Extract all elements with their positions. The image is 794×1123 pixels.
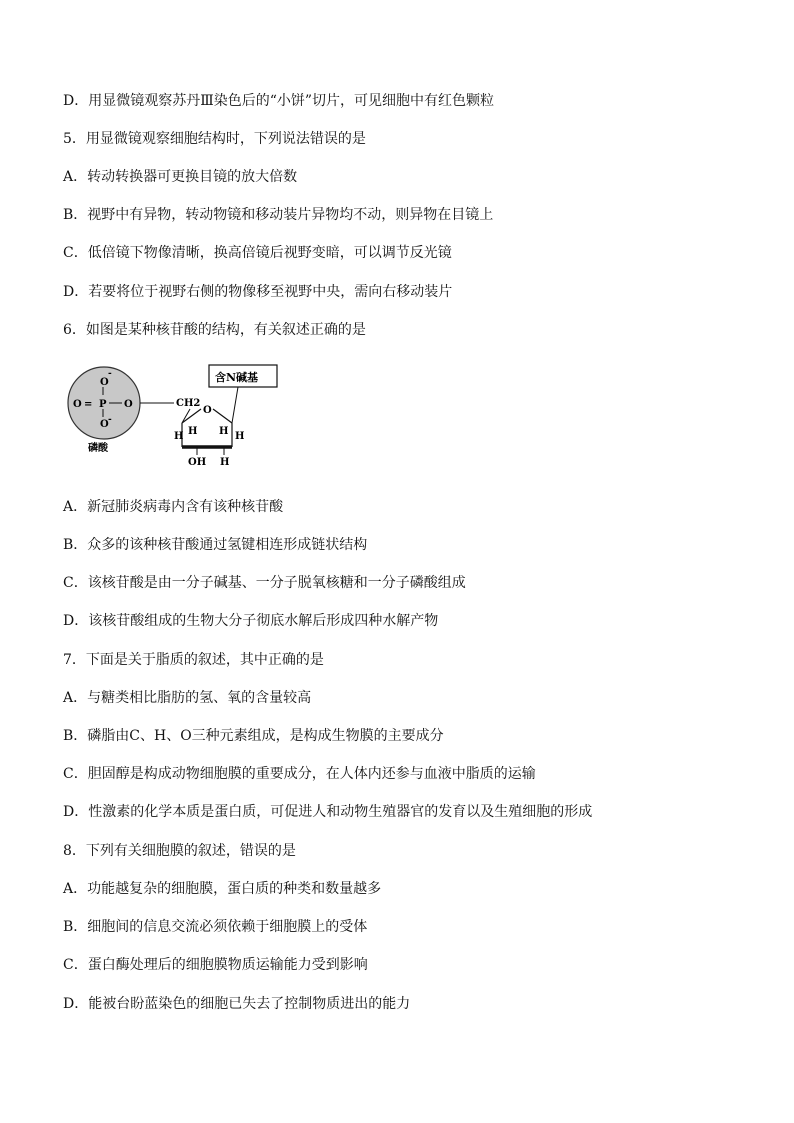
nucleotide-structure-figure <box>64 361 284 469</box>
phosphate-p: P <box>99 399 107 410</box>
sugar-h-5: H <box>220 457 230 468</box>
question-5: 5．用显微镜观察细胞结构时，下列说法错误的是 <box>63 131 366 147</box>
option-b-q5: B．视野中有异物，转动物镜和移动装片异物均不动，则异物在目镜上 <box>63 207 494 223</box>
option-c-q8: C．蛋白酶处理后的细胞膜物质运输能力受到影响 <box>63 957 368 973</box>
option-d-q6: D．该核苷酸组成的生物大分子彻底水解后形成四种水解产物 <box>63 613 439 629</box>
option-c-q7: C．胆固醇是构成动物细胞膜的重要成分，在人体内还参与血液中脂质的运输 <box>63 766 536 782</box>
question-7: 7．下面是关于脂质的叙述，其中正确的是 <box>63 652 324 668</box>
option-b-q7: B．磷脂由C、H、O三种元素组成，是构成生物膜的主要成分 <box>63 728 444 744</box>
option-a-q5: A．转动转换器可更换目镜的放大倍数 <box>63 169 298 185</box>
option-b-q6: B．众多的该种核苷酸通过氢键相连形成链状结构 <box>63 537 368 553</box>
option-a-q7: A．与糖类相比脂肪的氢、氧的含量较高 <box>63 690 312 706</box>
option-c-q5: C．低倍镜下物像清晰，换高倍镜后视野变暗，可以调节反光镜 <box>63 245 452 261</box>
sugar-h-4: H <box>235 431 245 442</box>
option-d-q5: D．若要将位于视野右侧的物像移至视野中央，需向右移动装片 <box>63 284 453 300</box>
option-d-q8: D．能被台盼蓝染色的细胞已失去了控制物质进出的能力 <box>63 996 411 1012</box>
sugar-ch2: CH2 <box>176 398 201 409</box>
option-c-q6: C．该核苷酸是由一分子碱基、一分子脱氧核糖和一分子磷酸组成 <box>63 575 466 591</box>
option-b-q8: B．细胞间的信息交流必须依赖于细胞膜上的受体 <box>63 919 368 935</box>
sugar-oh: OH <box>188 457 207 468</box>
phosphate-o-right: O <box>124 399 133 410</box>
option-d-q7: D．性激素的化学本质是蛋白质，可促进人和动物生殖器官的发育以及生殖细胞的形成 <box>63 804 593 820</box>
phosphate-o-bottom: O <box>100 419 109 430</box>
sugar-h-2: H <box>219 426 229 437</box>
option-d-q4: D．用显微镜观察苏丹Ⅲ染色后的“小饼”切片，可见细胞中有红色颗粒 <box>63 93 495 109</box>
sugar-h-1: H <box>188 426 198 437</box>
phosphate-o-top: O <box>100 377 109 388</box>
base-label: 含N碱基 <box>215 371 259 384</box>
phosphate-o-top-charge: - <box>108 369 112 379</box>
phosphate-label: 磷酸 <box>88 443 108 454</box>
question-6: 6．如图是某种核苷酸的结构，有关叙述正确的是 <box>63 322 366 338</box>
phosphate-eq: = <box>84 399 93 410</box>
option-a-q6: A．新冠肺炎病毒内含有该种核苷酸 <box>63 499 284 515</box>
sugar-h-3: H <box>174 431 184 442</box>
phosphate-o-bottom-charge: - <box>108 415 112 425</box>
question-8: 8．下列有关细胞膜的叙述，错误的是 <box>63 843 296 859</box>
phosphate-o-left: O <box>73 399 82 410</box>
sugar-ring-o: O <box>203 405 212 416</box>
option-a-q8: A．功能越复杂的细胞膜，蛋白质的种类和数量越多 <box>63 881 382 897</box>
